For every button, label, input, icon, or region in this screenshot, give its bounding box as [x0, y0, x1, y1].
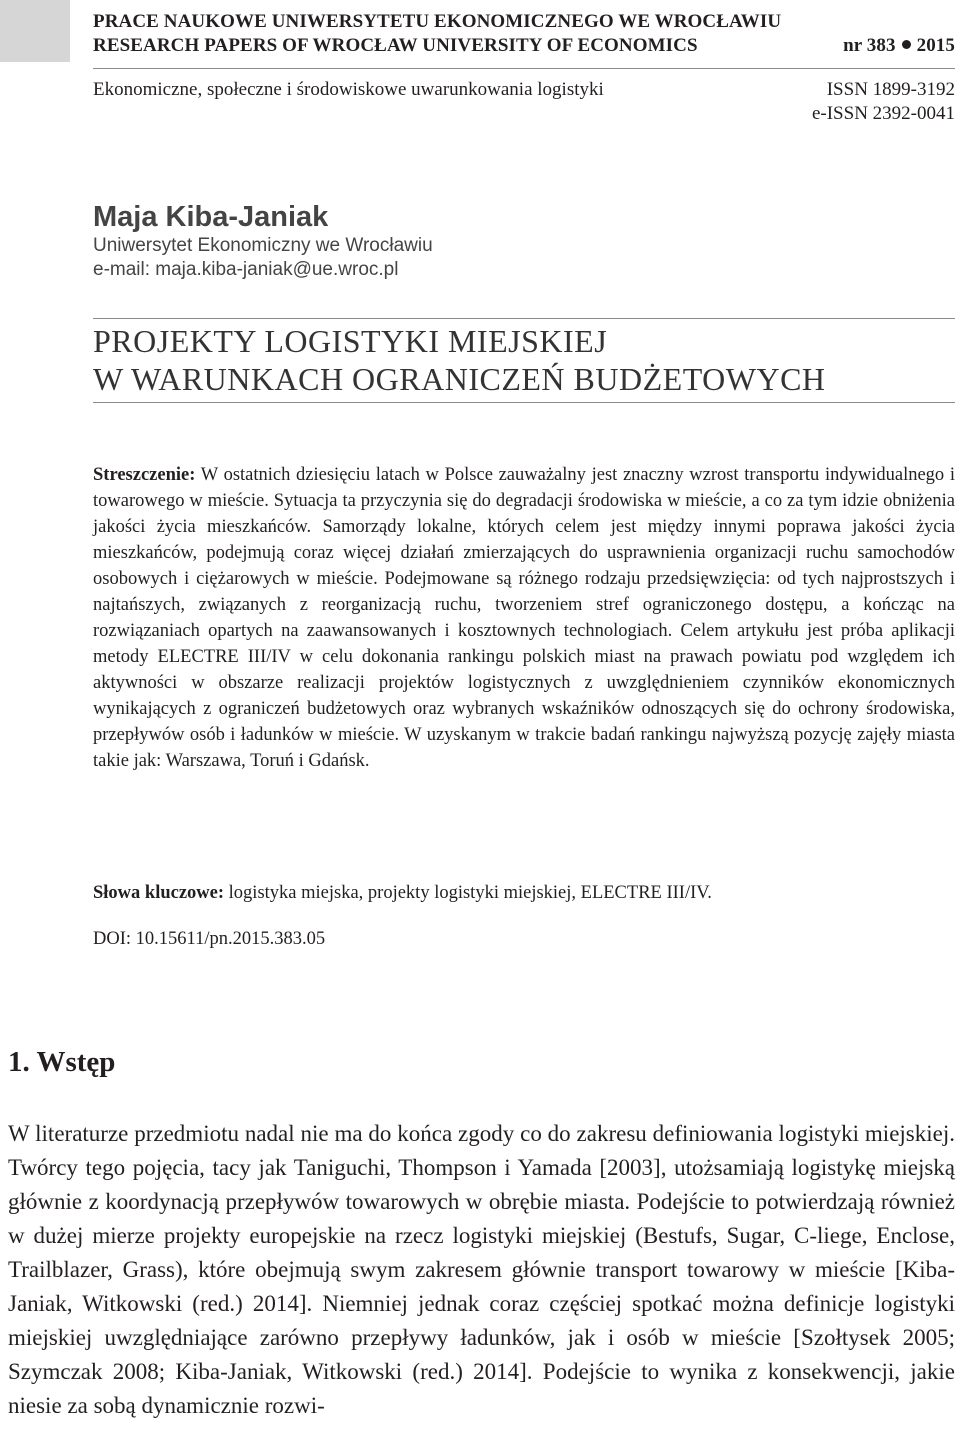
series-title-pl: PRACE NAUKOWE UNIWERSYTETU EKONOMICZNEGO WE WROCŁAWIU [93, 11, 782, 32]
eissn: e-ISSN 2392-0041 [811, 103, 955, 124]
header-gray-block [0, 0, 70, 62]
author-block [93, 200, 955, 282]
issn-block [812, 78, 955, 126]
series-title-en-row [93, 34, 955, 58]
abstract-label: Streszczenie: [93, 465, 196, 485]
section-heading: 1. Wstęp [8, 1046, 116, 1078]
abstract-text: W ostatnich dziesięciu latach w Polsce zauważalny jest znaczny wzrost transportu indywidualnego i towarowego w mieście. Sytuacja ta przyczynia się do degradacji środowiska w mieście, a co za tym idzie obniżenia jakości życia mieszkańców. Samorządy lokalne, których celem jest między innymi poprawa jakości życia mieszkańców, podejmują coraz więcej działań zmierzających do usprawnienia organizacji ruchu samochodów osobowych i ciężarowych w mieście. Podejmowane są różnego rodzaju przedsięwzięcia: od tych najprostszych i najtańszych, związanych z reorganizacją ruchu, tworzeniem stref ograniczonego dostępu, a kończąc na rozwiązaniach opartych na zaawansowanych i kosztownych technologiach. Celem artykułu jest próba aplikacji metody ELECTRE III/IV w celu dokonania rankingu polskich miast na prawach powiatu pod względem ich aktywności w obszarze realizacji projektów logistycznych z uwzględnieniem czynników ekonomicznych wynikających z ograniczeń budżetowych oraz wybranych wskaźników odnoszących się do ochrony środowiska, przepływów osób i ładunków w mieście. W uzyskanym w trakcie badań rankingu najwyższą pozycję zajęły miasta takie jak: Warszawa, Toruń i Gdańsk. [93, 465, 955, 771]
article-title-line1: PROJEKTY LOGISTYKI MIEJSKIEJ [93, 323, 608, 359]
series-title-en: RESEARCH PAPERS OF WROCŁAW UNIVERSITY OF ECONOMICS [93, 35, 698, 56]
author-affiliation: Uniwersytet Ekonomiczny we Wrocławiu [93, 235, 433, 256]
article-title [93, 322, 955, 398]
issue-number: nr 383 [843, 35, 896, 56]
volume-meta [93, 78, 955, 126]
keywords-label: Słowa kluczowe: [93, 883, 225, 903]
header-divider [93, 68, 955, 69]
section-body: W literaturze przedmiotu nadal nie ma do końca zgody co do zakresu definiowania logistyki miejskiej. Twórcy tego pojęcia, tacy jak Taniguchi, Thompson i Yamada [2003], utożsamiają logistykę miejską głównie z koordynacją przepływów towarowych w obrębie miasta. Podejście to potwierdzają również w dużej mierze projekty europejskie na rzecz logistyki miejskiej (Bestufs, Sugar, C-liege, Enclose, Trailblazer, Grass), które obejmują swym zakresem głównie transport towarowy w mieście [Kiba-Janiak, Witkowski (red.) 2014]. Niemniej jednak coraz częściej spotkać można definicje logistyki miejskiej uwzględniające zarówno przepływy ładunków, jak i osób w mieście [Szołtysek 2005; Szymczak 2008; Kiba-Janiak, Witkowski (red.) 2014]. Podejście to wynika z konsekwencji, jakie niesie za sobą dynamicznie rozwi- [8, 1121, 955, 1418]
doi: DOI: 10.15611/pn.2015.383.05 [93, 929, 326, 949]
author-email: e-mail: maja.kiba-janiak@ue.wroc.pl [93, 259, 399, 280]
issn: ISSN 1899-3192 [826, 79, 955, 100]
title-bottom-rule [93, 402, 955, 403]
author-name: Maja Kiba-Janiak [93, 201, 329, 233]
keywords-text: logistyka miejska, projekty logistyki miejskiej, ELECTRE III/IV. [224, 883, 712, 903]
title-top-rule [93, 318, 955, 319]
abstract [93, 462, 955, 774]
issue-year: 2015 [916, 35, 955, 56]
volume-title: Ekonomiczne, społeczne i środowiskowe uwarunkowania logistyki [93, 79, 604, 100]
journal-series [93, 10, 955, 58]
issue-info [843, 34, 955, 58]
article-title-line2: W WARUNKACH OGRANICZEŃ BUDŻETOWYCH [93, 361, 826, 397]
bullet-icon [902, 40, 911, 49]
keywords [93, 880, 955, 906]
